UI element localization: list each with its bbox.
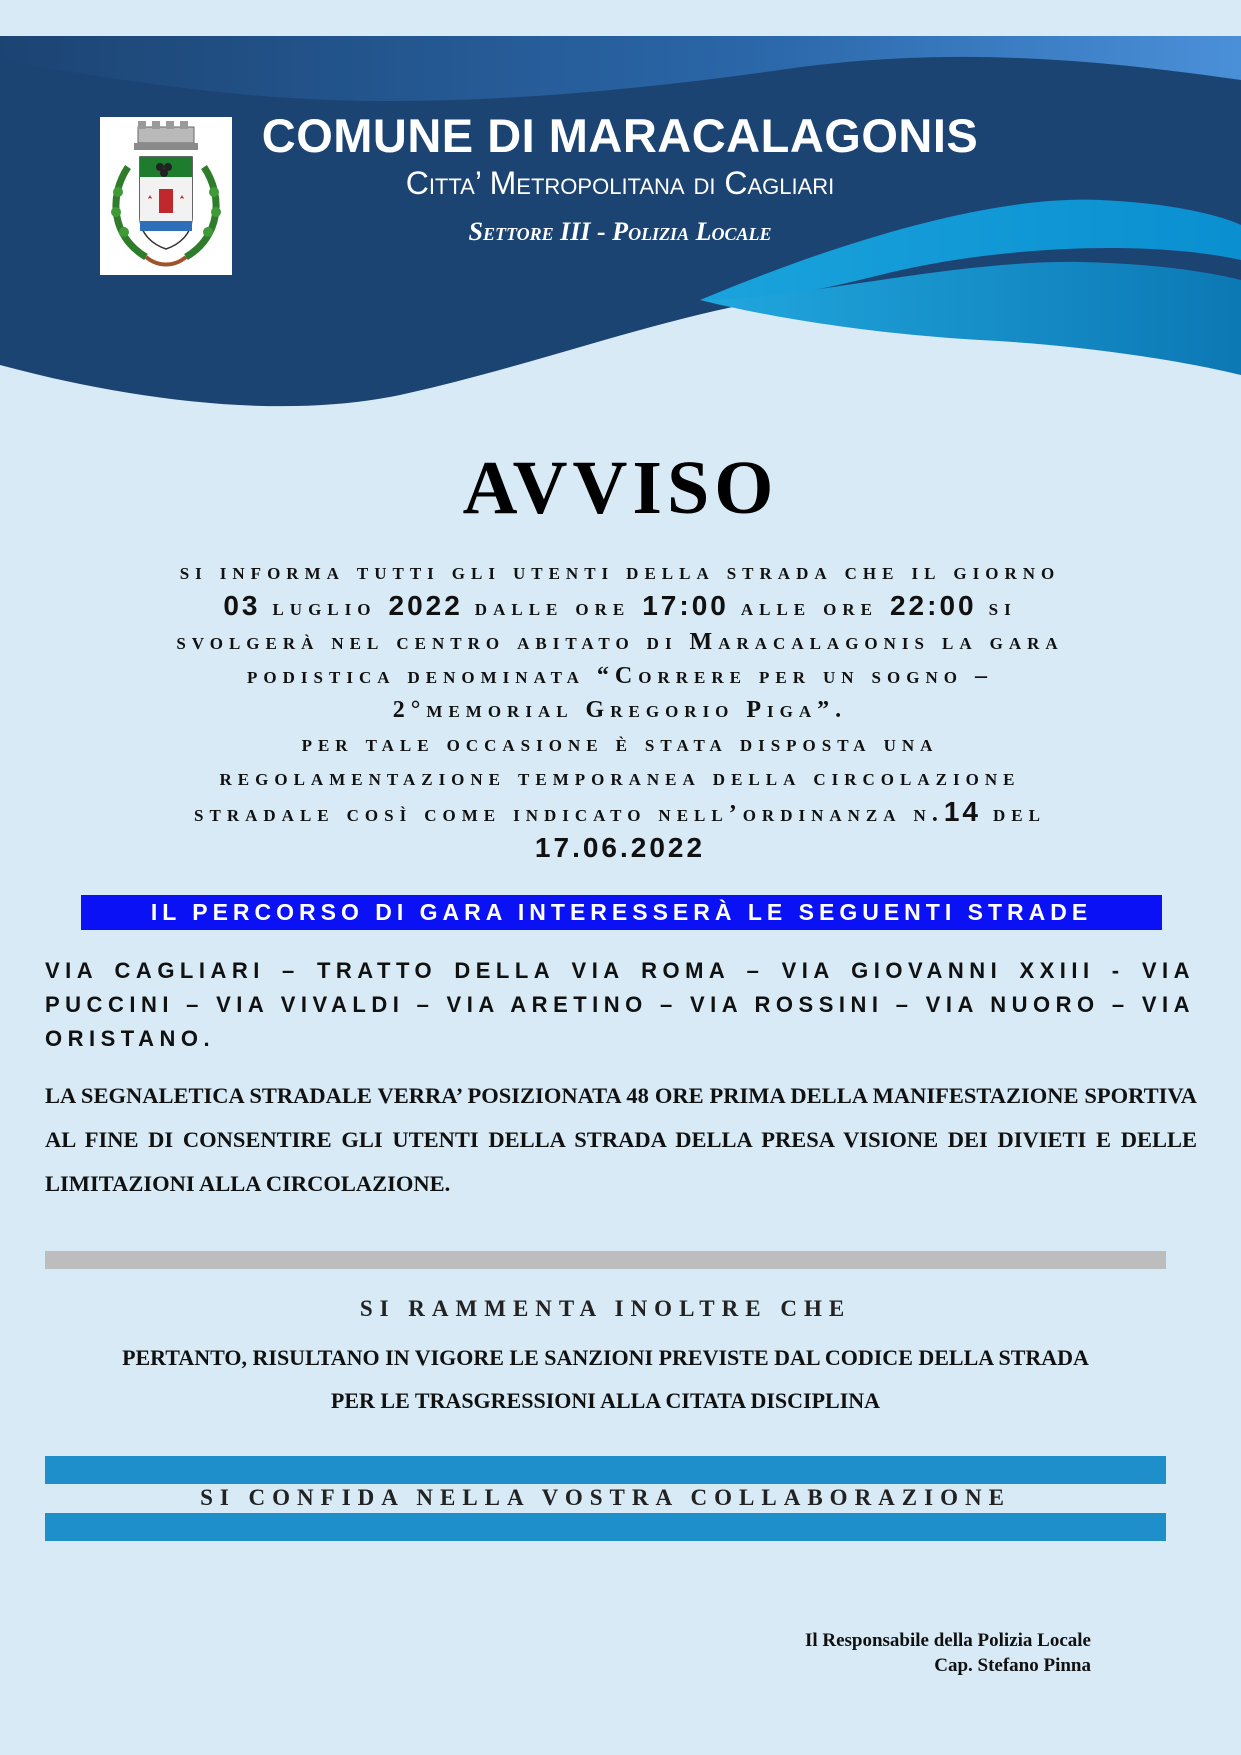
collab-bottom-bar [45, 1513, 1166, 1541]
reminder-body [45, 1336, 1166, 1422]
signature-block [805, 1628, 1091, 1678]
start-time: 17:00 [642, 590, 729, 621]
header-sector: Settore III - Polizia Locale [468, 217, 772, 246]
to-label: alle ore [740, 595, 878, 621]
end-time: 22:00 [889, 590, 977, 621]
signature-role: Il Responsabile della Polizia Locale [804, 1630, 1091, 1651]
event-day: 03 [223, 590, 261, 621]
ordinance-date: 17.06.2022 [534, 832, 706, 863]
ordinance-del: del [992, 801, 1046, 827]
reminder-line-1: PERTANTO, RISULTANO IN VIGORE LE SANZIONI PREVISTE DAL CODICE DELLA STRADA [122, 1345, 1089, 1370]
signage-paragraph: LA SEGNALETICA STRADALE VERRA’ POSIZIONATA 48 ORE PRIMA DELLA MANIFESTAZIONE SPORTIVA AL FINE DI CONSENTIRE GLI UTENTI DELLA STRADA DELLA PRESA VISIONE DEI DIVIETI E DELLE LIMITAZIONI ALLA CIRCOLAZIONE. [45, 1083, 1197, 1196]
notice-line-1: si informa tutti gli utenti della strada che il giorno [179, 559, 1061, 585]
signature-name: Cap. Stefano Pinna [934, 1655, 1091, 1676]
notice-line-6: per tale occasione è stata disposta una [301, 731, 939, 757]
from-label: dalle ore [474, 595, 631, 621]
notice-heading: AVVISO [462, 446, 779, 530]
reminder-heading: SI RAMMENTA INOLTRE CHE [359, 1296, 852, 1321]
coat-of-arms-icon [100, 117, 232, 275]
ordinance-number: 14 [943, 796, 981, 827]
notice-line-7: regolamentazione temporanea della circolazione [219, 765, 1021, 791]
reminder-line-2: PER LE TRASGRESSIONI ALLA CITATA DISCIPLINA [330, 1388, 881, 1413]
header-title: COMUNE DI MARACALAGONIS [261, 109, 979, 162]
notice-line-2 [45, 589, 1195, 625]
coat-of-arms [100, 117, 232, 275]
notice-line-4: podistica denominata “Correre per un sogno – [247, 663, 993, 689]
notice-line-9 [45, 831, 1195, 867]
divider-bar [45, 1251, 1166, 1269]
notice-line-8 [45, 795, 1195, 831]
ordinance-prefix: stradale così come indicato nell’ordinanza n. [194, 801, 944, 827]
notice-line-5: 2°memorial Gregorio Piga”. [392, 697, 848, 723]
event-month: luglio [272, 595, 377, 621]
collab-top-bar [45, 1456, 1166, 1484]
route-streets: VIA CAGLIARI – TRATTO DELLA VIA ROMA – VIA GIOVANNI XXIII - VIA PUCCINI – VIA VIVALDI – VIA ARETINO – VIA ROSSINI – VIA NUORO – VIA ORISTANO. [45, 958, 1195, 1051]
header-subtitle: Citta’ Metropolitana di Cagliari [405, 165, 835, 201]
collaboration-text: SI CONFIDA NELLA VOSTRA COLLABORAZIONE [200, 1485, 1011, 1510]
notice-body [45, 555, 1195, 867]
notice-line-3: svolgerà nel centro abitato di Maracalagonis la gara [176, 629, 1064, 655]
event-year: 2022 [388, 590, 463, 621]
si-word: si [988, 595, 1017, 621]
route-banner: IL PERCORSO DI GARA INTERESSERÀ LE SEGUENTI STRADE [81, 895, 1162, 930]
